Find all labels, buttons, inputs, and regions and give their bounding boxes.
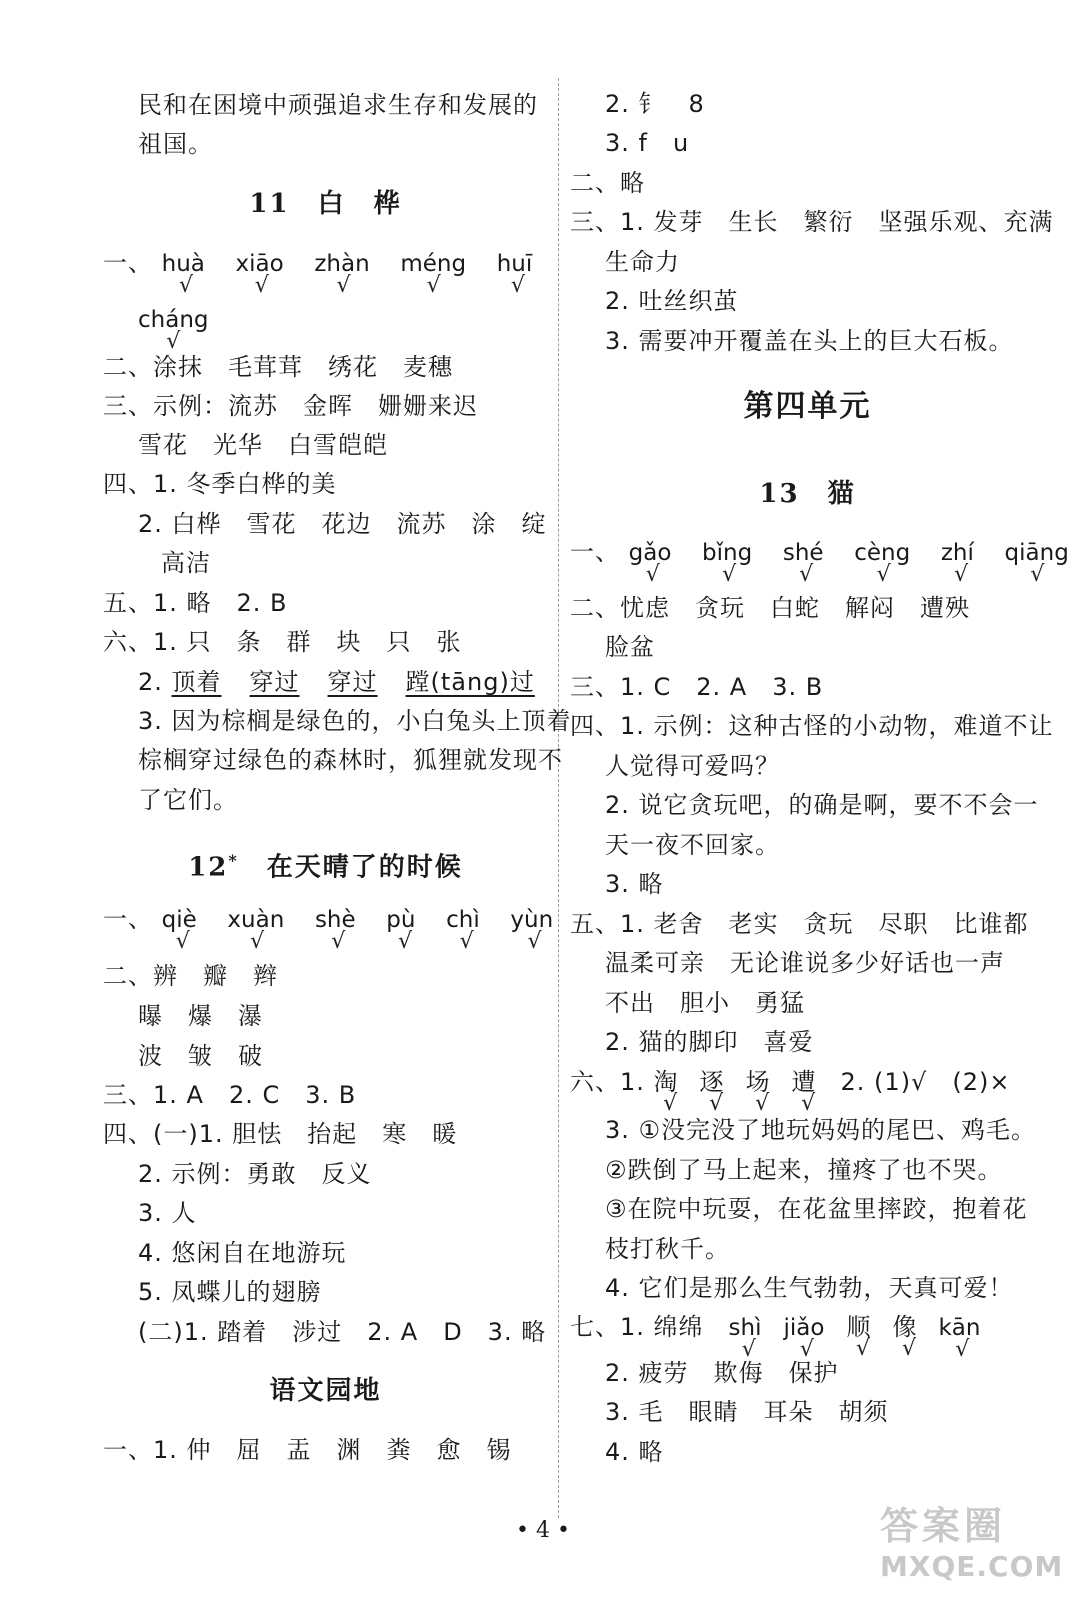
pinyin-item: 遭 √ bbox=[791, 1068, 816, 1116]
text-line: 4. 略 bbox=[605, 1438, 664, 1466]
text-line: 波 皱 破 bbox=[138, 1042, 263, 1070]
pinyin-item: 淘 √ bbox=[653, 1068, 678, 1116]
check-mark-icon: √ bbox=[527, 929, 542, 954]
text-line: 民和在困境中顽强追求生存和发展的 bbox=[138, 91, 538, 119]
pinyin-item: chì √ bbox=[446, 907, 480, 954]
pinyin-item: cèng √ bbox=[854, 540, 911, 587]
pinyin-item: kān √ bbox=[938, 1315, 981, 1362]
section-title-11: 11 白 桦 bbox=[249, 189, 402, 219]
text-line: 二、辨 瓣 辫 bbox=[103, 962, 278, 990]
text-line: 2. 疲劳 欺侮 保护 bbox=[605, 1359, 839, 1387]
text-line: 棕榈穿过绿色的森林时，狐狸就发现不 bbox=[138, 746, 563, 774]
pinyin-item: 顺 √ bbox=[846, 1313, 871, 1361]
text-line: 四、1. 冬季白桦的美 bbox=[103, 470, 337, 498]
pinyin-item: zhí √ bbox=[940, 540, 974, 587]
pinyin-item: 逐 √ bbox=[699, 1068, 724, 1116]
text-line: 天一夜不回家。 bbox=[605, 831, 780, 859]
check-mark-icon: √ bbox=[801, 1091, 816, 1116]
check-mark-icon: √ bbox=[510, 273, 525, 298]
page-number: • 4 • bbox=[516, 1518, 570, 1543]
pinyin-item: cháng √ bbox=[138, 307, 209, 354]
section-title-13: 13 猫 bbox=[759, 479, 856, 509]
pinyin-item: qiè √ bbox=[161, 907, 197, 954]
text-line: 三、1. C 2. A 3. B bbox=[570, 673, 824, 701]
underlined-answer: 穿过 bbox=[249, 668, 300, 696]
watermark-logo: 答案圈 MXQE.COM bbox=[880, 1504, 1064, 1583]
pinyin-line: 一、 gǎo √ bǐng √ shé √ cèng √ zhí √ qiāng √ bbox=[570, 538, 1069, 587]
text-line: (二)1. 踏着 涉过 2. A D 3. 略 bbox=[138, 1318, 547, 1346]
text-line: 3. 人 bbox=[138, 1199, 197, 1227]
text-line: 3. 因为棕榈是绿色的，小白兔头上顶着 bbox=[138, 707, 572, 735]
check-mark-icon: √ bbox=[663, 1091, 678, 1116]
check-mark-icon: √ bbox=[397, 929, 412, 954]
text-line: 五、1. 老舍 老实 贪玩 尽职 比谁都 bbox=[570, 910, 1029, 938]
text-line: 5. 凤蝶儿的翅膀 bbox=[138, 1278, 322, 1306]
pinyin-line: 一、 huà √ xiāo √ zhàn √ méng √ huī √ bbox=[103, 249, 533, 298]
pinyin-item: shì √ bbox=[728, 1315, 762, 1362]
pinyin-line bbox=[138, 302, 231, 354]
text-line: 温柔可亲 无论谁说多少好话也一声 bbox=[605, 949, 1005, 977]
check-mark-icon: √ bbox=[741, 1337, 756, 1362]
text-line: ②跌倒了马上起来，撞疼了也不哭。 bbox=[605, 1156, 1003, 1184]
text-line: 六、1. 只 条 群 块 只 张 bbox=[103, 628, 462, 656]
check-mark-icon: √ bbox=[954, 562, 969, 587]
check-mark-icon: √ bbox=[1030, 562, 1045, 587]
text-line: 五、1. 略 2. B bbox=[103, 589, 288, 617]
text-line: 3. 毛 眼睛 耳朵 胡须 bbox=[605, 1398, 889, 1426]
text-line: 六、1. 淘 √ 逐 √ 场 √ 遭 √ 2. (1)√ (2)× bbox=[570, 1065, 1010, 1099]
pinyin-item: qiāng √ bbox=[1004, 540, 1069, 587]
pinyin-item: huà √ bbox=[161, 251, 205, 298]
text-line: 三、1. A 2. C 3. B bbox=[103, 1081, 357, 1109]
text-line: 3. 略 bbox=[605, 870, 664, 898]
text-line: 2. 猫的脚印 喜爱 bbox=[605, 1028, 814, 1056]
text-line: 二、忧虑 贪玩 白蛇 解闷 遭殃 bbox=[570, 594, 970, 622]
section-title-garden: 语文园地 bbox=[269, 1376, 382, 1406]
section-title-12: 12* 在天晴了的时候 bbox=[188, 851, 463, 883]
text-line: 脸盆 bbox=[605, 633, 655, 661]
text-line: 一、1. 仲 屈 盂 渊 粪 愈 锡 bbox=[103, 1436, 512, 1464]
check-mark-icon: √ bbox=[645, 562, 660, 587]
text-line: 3. f u bbox=[605, 129, 690, 157]
text-line: 高洁 bbox=[161, 549, 211, 577]
text-line: 二、涂抹 毛茸茸 绣花 麦穗 bbox=[103, 353, 453, 381]
text-line: 不出 胆小 勇猛 bbox=[605, 989, 805, 1017]
column-divider bbox=[558, 78, 559, 1518]
pinyin-item: shè √ bbox=[314, 907, 356, 954]
text-line: 人觉得可爱吗？ bbox=[605, 752, 780, 780]
text-line: 2. 顶着 穿过 穿过 蹚(tāng)过 bbox=[138, 668, 535, 696]
check-mark-icon: √ bbox=[722, 562, 737, 587]
pinyin-item: 场 √ bbox=[745, 1068, 770, 1116]
pinyin-item: 像 √ bbox=[892, 1313, 917, 1361]
pinyin-item: gǎo √ bbox=[628, 540, 672, 587]
underlined-answer: 顶着 bbox=[171, 668, 222, 696]
check-mark-icon: √ bbox=[902, 1336, 917, 1361]
text-line: 3. 需要冲开覆盖在头上的巨大石板。 bbox=[605, 327, 1014, 355]
check-mark-icon: √ bbox=[426, 273, 441, 298]
text-line: 祖国。 bbox=[138, 130, 213, 158]
text-line: 二、略 bbox=[570, 169, 645, 197]
pinyin-item: pù √ bbox=[386, 907, 416, 954]
text-line: ③在院中玩耍，在花盆里摔跤，抱着花 bbox=[605, 1195, 1028, 1223]
text-line: 了它们。 bbox=[138, 786, 238, 814]
pinyin-item: yùn √ bbox=[510, 907, 554, 954]
check-mark-icon: √ bbox=[799, 562, 814, 587]
text-line: 生命力 bbox=[605, 248, 680, 276]
pinyin-item: xuàn √ bbox=[227, 907, 285, 954]
text-line: 七、1. 绵绵 shì √ jiǎo √ 顺 √ 像 √ kān √ bbox=[570, 1310, 1002, 1345]
pinyin-item: jiǎo √ bbox=[783, 1315, 825, 1362]
pinyin-item: méng √ bbox=[400, 251, 467, 298]
text-line: 2. 示例：勇敢 反义 bbox=[138, 1160, 372, 1188]
check-mark-icon: √ bbox=[331, 929, 346, 954]
check-mark-icon: √ bbox=[955, 1337, 970, 1362]
check-mark-icon: √ bbox=[459, 929, 474, 954]
text-line: 4. 它们是那么生气勃勃，天真可爱！ bbox=[605, 1274, 1014, 1302]
text-line: 2. 钅 8 bbox=[605, 90, 705, 118]
check-mark-icon: √ bbox=[178, 273, 193, 298]
text-line: 3. ①没完没了地玩妈妈的尾巴、鸡毛。 bbox=[605, 1116, 1037, 1144]
text-line: 四、(一)1. 胆怯 抬起 寒 暖 bbox=[103, 1120, 458, 1148]
pinyin-item: xiāo √ bbox=[235, 251, 284, 298]
underlined-answer: 穿过 bbox=[327, 668, 378, 696]
text-line: 四、1. 示例：这种古怪的小动物，难道不让 bbox=[570, 712, 1054, 740]
check-mark-icon: √ bbox=[175, 929, 190, 954]
check-mark-icon: √ bbox=[856, 1336, 871, 1361]
check-mark-icon: √ bbox=[166, 329, 181, 354]
text-line: 4. 悠闲自在地游玩 bbox=[138, 1239, 347, 1267]
text-line: 三、示例：流苏 金晖 姗姗来迟 bbox=[103, 392, 478, 420]
text-line: 雪花 光华 白雪皑皑 bbox=[138, 431, 388, 459]
check-mark-icon: √ bbox=[799, 1337, 814, 1362]
pinyin-item: huī √ bbox=[496, 251, 533, 298]
pinyin-item: shé √ bbox=[782, 540, 824, 587]
underlined-answer: 蹚(tāng)过 bbox=[405, 668, 535, 696]
pinyin-item: bǐng √ bbox=[702, 540, 753, 587]
text-line: 2. 白桦 雪花 花边 流苏 涂 绽 bbox=[138, 510, 547, 538]
check-mark-icon: √ bbox=[250, 929, 265, 954]
check-mark-icon: √ bbox=[336, 273, 351, 298]
text-line: 枝打秋千。 bbox=[605, 1235, 730, 1263]
check-mark-icon: √ bbox=[755, 1091, 770, 1116]
unit-title: 第四单元 bbox=[743, 389, 872, 424]
text-line: 曝 爆 瀑 bbox=[138, 1002, 263, 1030]
text-line: 2. 说它贪玩吧，的确是啊，要不不会一 bbox=[605, 791, 1039, 819]
check-mark-icon: √ bbox=[254, 273, 269, 298]
text-line: 2. 吐丝织茧 bbox=[605, 287, 739, 315]
check-mark-icon: √ bbox=[709, 1091, 724, 1116]
text-line: 三、1. 发芽 生长 繁衍 坚强乐观、充满 bbox=[570, 208, 1054, 236]
pinyin-line: 一、 qiè √ xuàn √ shè √ pù √ chì √ yùn √ bbox=[103, 905, 554, 954]
pinyin-item: zhàn √ bbox=[314, 251, 370, 298]
check-mark-icon: √ bbox=[876, 562, 891, 587]
